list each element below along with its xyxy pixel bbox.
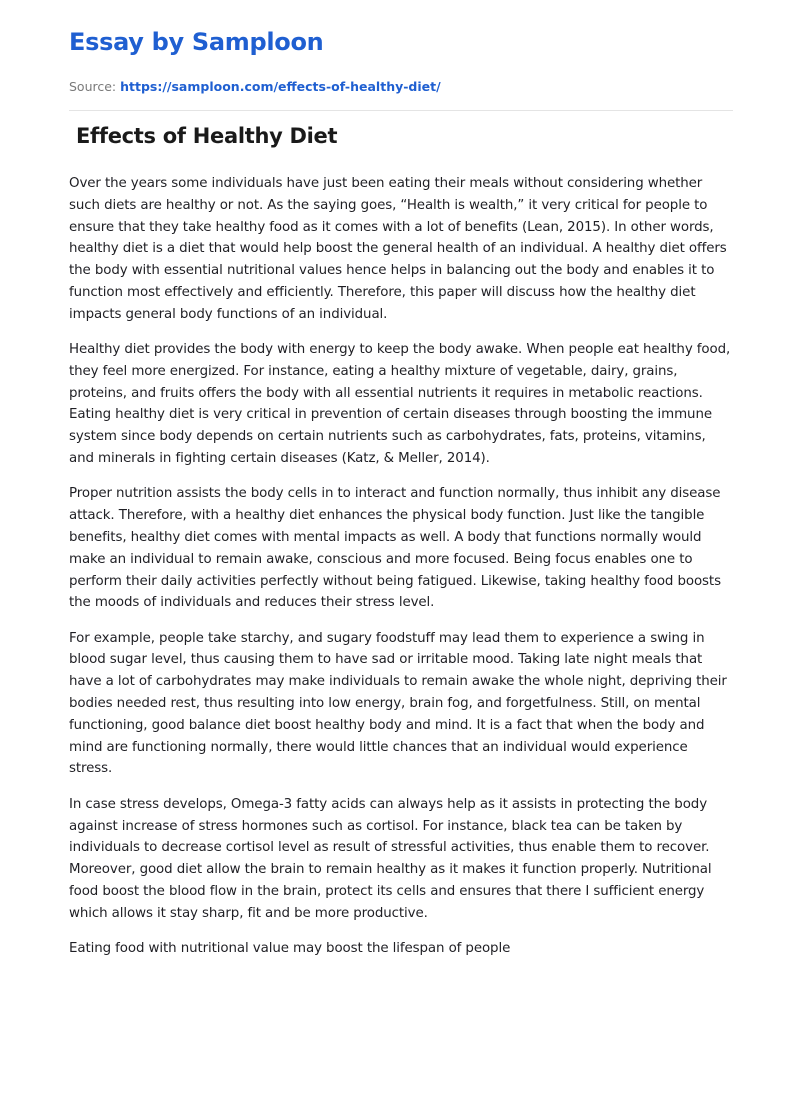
paragraph-6: Eating food with nutritional value may boost the lifespan of people [69, 941, 511, 956]
source-line [69, 79, 441, 94]
paragraph-3: Proper nutrition assists the body cells in to interact and function normally, thus inhibit any disease attack. Therefore, with a healthy diet enhances the physical body function. Just like the tangible benefits, healthy diet comes with mental impacts as well. A body that functions normally would make an individual to remain awake, conscious and more focused. Being focus enables one to perform their daily activities perfectly without being fatigued. Likewise, taking healthy food boosts the moods of individuals and reduces their stress level. [69, 486, 721, 611]
paragraph-4: For example, people take starchy, and sugary foodstuff may lead them to experience a swing in blood sugar level, thus causing them to have sad or irritable mood. Taking late night meals that have a lot of carbohydrates may make individuals to remain awake the whole night, depriving their bodies needed rest, thus resulting into low energy, brain fog, and forgetfulness. Still, on mental functioning, good balance diet boost healthy body and mind. It is a fact that when the body and mind are functioning normally, there would little chances that an individual would experience stress. [69, 630, 727, 777]
source-link[interactable]: https://samploon.com/effects-of-healthy-diet/ [120, 79, 441, 94]
paragraph-2: Healthy diet provides the body with energy to keep the body awake. When people eat healthy food, they feel more energized. For instance, eating a healthy mixture of vegetable, dairy, grains, proteins, and fruits offers the body with all essential nutrients it requires in metabolic reactions. Eating healthy diet is very critical in prevention of certain diseases through boosting the immune system since body depends on certain nutrients such as carbohydrates, fats, proteins, vitamins, and minerals in fighting certain diseases (Katz, & Meller, 2014). [69, 342, 731, 467]
essay-title: Effects of Healthy Diet [76, 124, 338, 148]
essay-page [69, 0, 733, 1097]
paragraph-5: In case stress develops, Omega-3 fatty acids can always help as it assists in protecting the body against increase of stress hormones such as cortisol. For instance, black tea can be taken by individuals to decrease cortisol level as result of stressful activities, thus enable them to recover. Moreover, good diet allow the brain to remain healthy as it makes it function properly. Nutritional food boost the blood flow in the brain, protect its cells and ensures that there I sufficient energy which allows it stay sharp, fit and be more productive. [69, 796, 712, 921]
header-divider [69, 110, 733, 111]
source-label: Source: [69, 79, 121, 94]
brand-title: Essay by Samploon [69, 28, 324, 56]
essay-body [69, 173, 733, 973]
paragraph-1: Over the years some individuals have just been eating their meals without considering whether such diets are healthy or not. As the saying goes, “Health is wealth,” it very critical for people to ensure that they take healthy food as it comes with a lot of benefits (Lean, 2015). In other words, healthy diet is a diet that would help boost the general health of an individual. A healthy diet offers the body with essential nutritional values hence helps in balancing out the body and enables it to function most effectively and efficiently. Therefore, this paper will discuss how the healthy diet impacts general body functions of an individual. [69, 176, 727, 322]
